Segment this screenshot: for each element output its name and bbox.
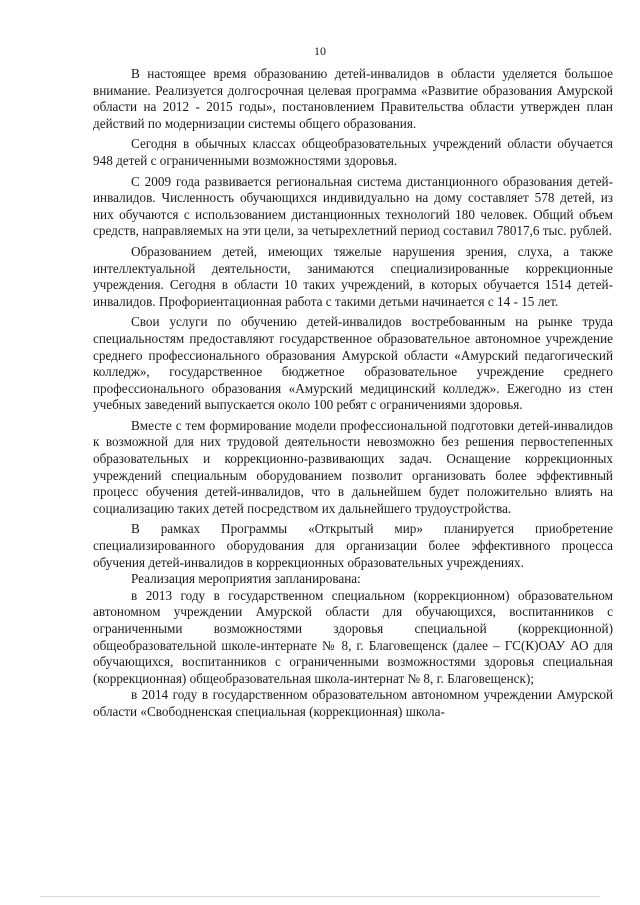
paragraph-regular-classes: Сегодня в обычных классах общеобразовательных учреждений области обучается 948 детей с ограниченными возможностями здоровья.	[93, 136, 613, 168]
paragraph-vocational-model: Вместе с тем формирование модели профессиональной подготовки детей-инвалидов к возможной для них трудовой деятельности невозможно без решения первостепенных образовательных и коррекционно-развивающих задач. Оснащение коррекционных учреждений специальным оборудованием позволит организовать более эффективный процесс обучения детей-инвалидов, что в дальнейшем будет положительно влиять на социализацию таких детей посредством их дальнейшего трудоустройства.	[93, 417, 613, 516]
paragraph-2013: в 2013 году в государственном специальном (коррекционном) образовательном автономном учреждении Амурской области для обучающихся, воспитанников с ограниченными возможностями здоровья специальной (коррекционной) общеобразовательной школе-интернате № 8, г. Благовещенск (далее – ГС(К)ОАУ АО для обучающихся, воспитанников с ограниченными возможностями здоровья специальная (коррекционная) общеобразовательная школа-интернат № 8, г. Благовещенск);	[93, 587, 613, 686]
scan-edge-line	[40, 896, 600, 897]
paragraph-2014: в 2014 году в государственном образовательном автономном учреждении Амурской области «Свободненская специальная (коррекционная) школа-	[93, 687, 613, 719]
paragraph-correctional-institutions: Образованием детей, имеющих тяжелые нарушения зрения, слуха, а также интеллектуальной деятельности, занимаются специализированные коррекционные учреждения. Сегодня в области 10 таких учреждений, в которых обучается 1514 детей-инвалидов. Профориентационная работа с такими детьми начинается с 14 - 15 лет.	[93, 243, 613, 309]
page-number: 10	[314, 44, 326, 58]
paragraph-intro: В настоящее время образованию детей-инвалидов в области уделяется большое внимание. Реализуется долгосрочная целевая программа «Развитие образования Амурской области на 2012 - 2015 годы», постановлением Правительства области утвержден план действий по модернизации системы общего образования.	[93, 66, 613, 131]
paragraph-open-world-program: В рамках Программы «Открытый мир» планируется приобретение специализированного оборудования для организации более эффективного процесса обучения детей-инвалидов в коррекционных образовательных учреждениях.	[93, 521, 613, 570]
document-body	[93, 66, 613, 721]
paragraph-distance-education: С 2009 года развивается региональная система дистанционного образования детей-инвалидов. Численность обучающихся индивидуально на дому составляет 578 детей, из них обучаются с использованием дистанционных технологий 180 человек. Общий объем средств, направляемых на эти цели, за четырехлетний период составил 78017,6 тыс. рублей.	[93, 173, 613, 239]
paragraph-colleges: Свои услуги по обучению детей-инвалидов востребованным на рынке труда специальностям предоставляют государственное образовательное автономное учреждение среднего профессионального образования Амурской области «Амурский педагогический колледж», государственное бюджетное образовательное учреждение среднего профессионального образования «Амурский медицинский колледж». Ежегодно из стен учебных заведений выпускается около 100 ребят с ограничениями здоровья.	[93, 314, 613, 413]
paragraph-implementation: Реализация мероприятия запланирована:	[131, 571, 361, 587]
